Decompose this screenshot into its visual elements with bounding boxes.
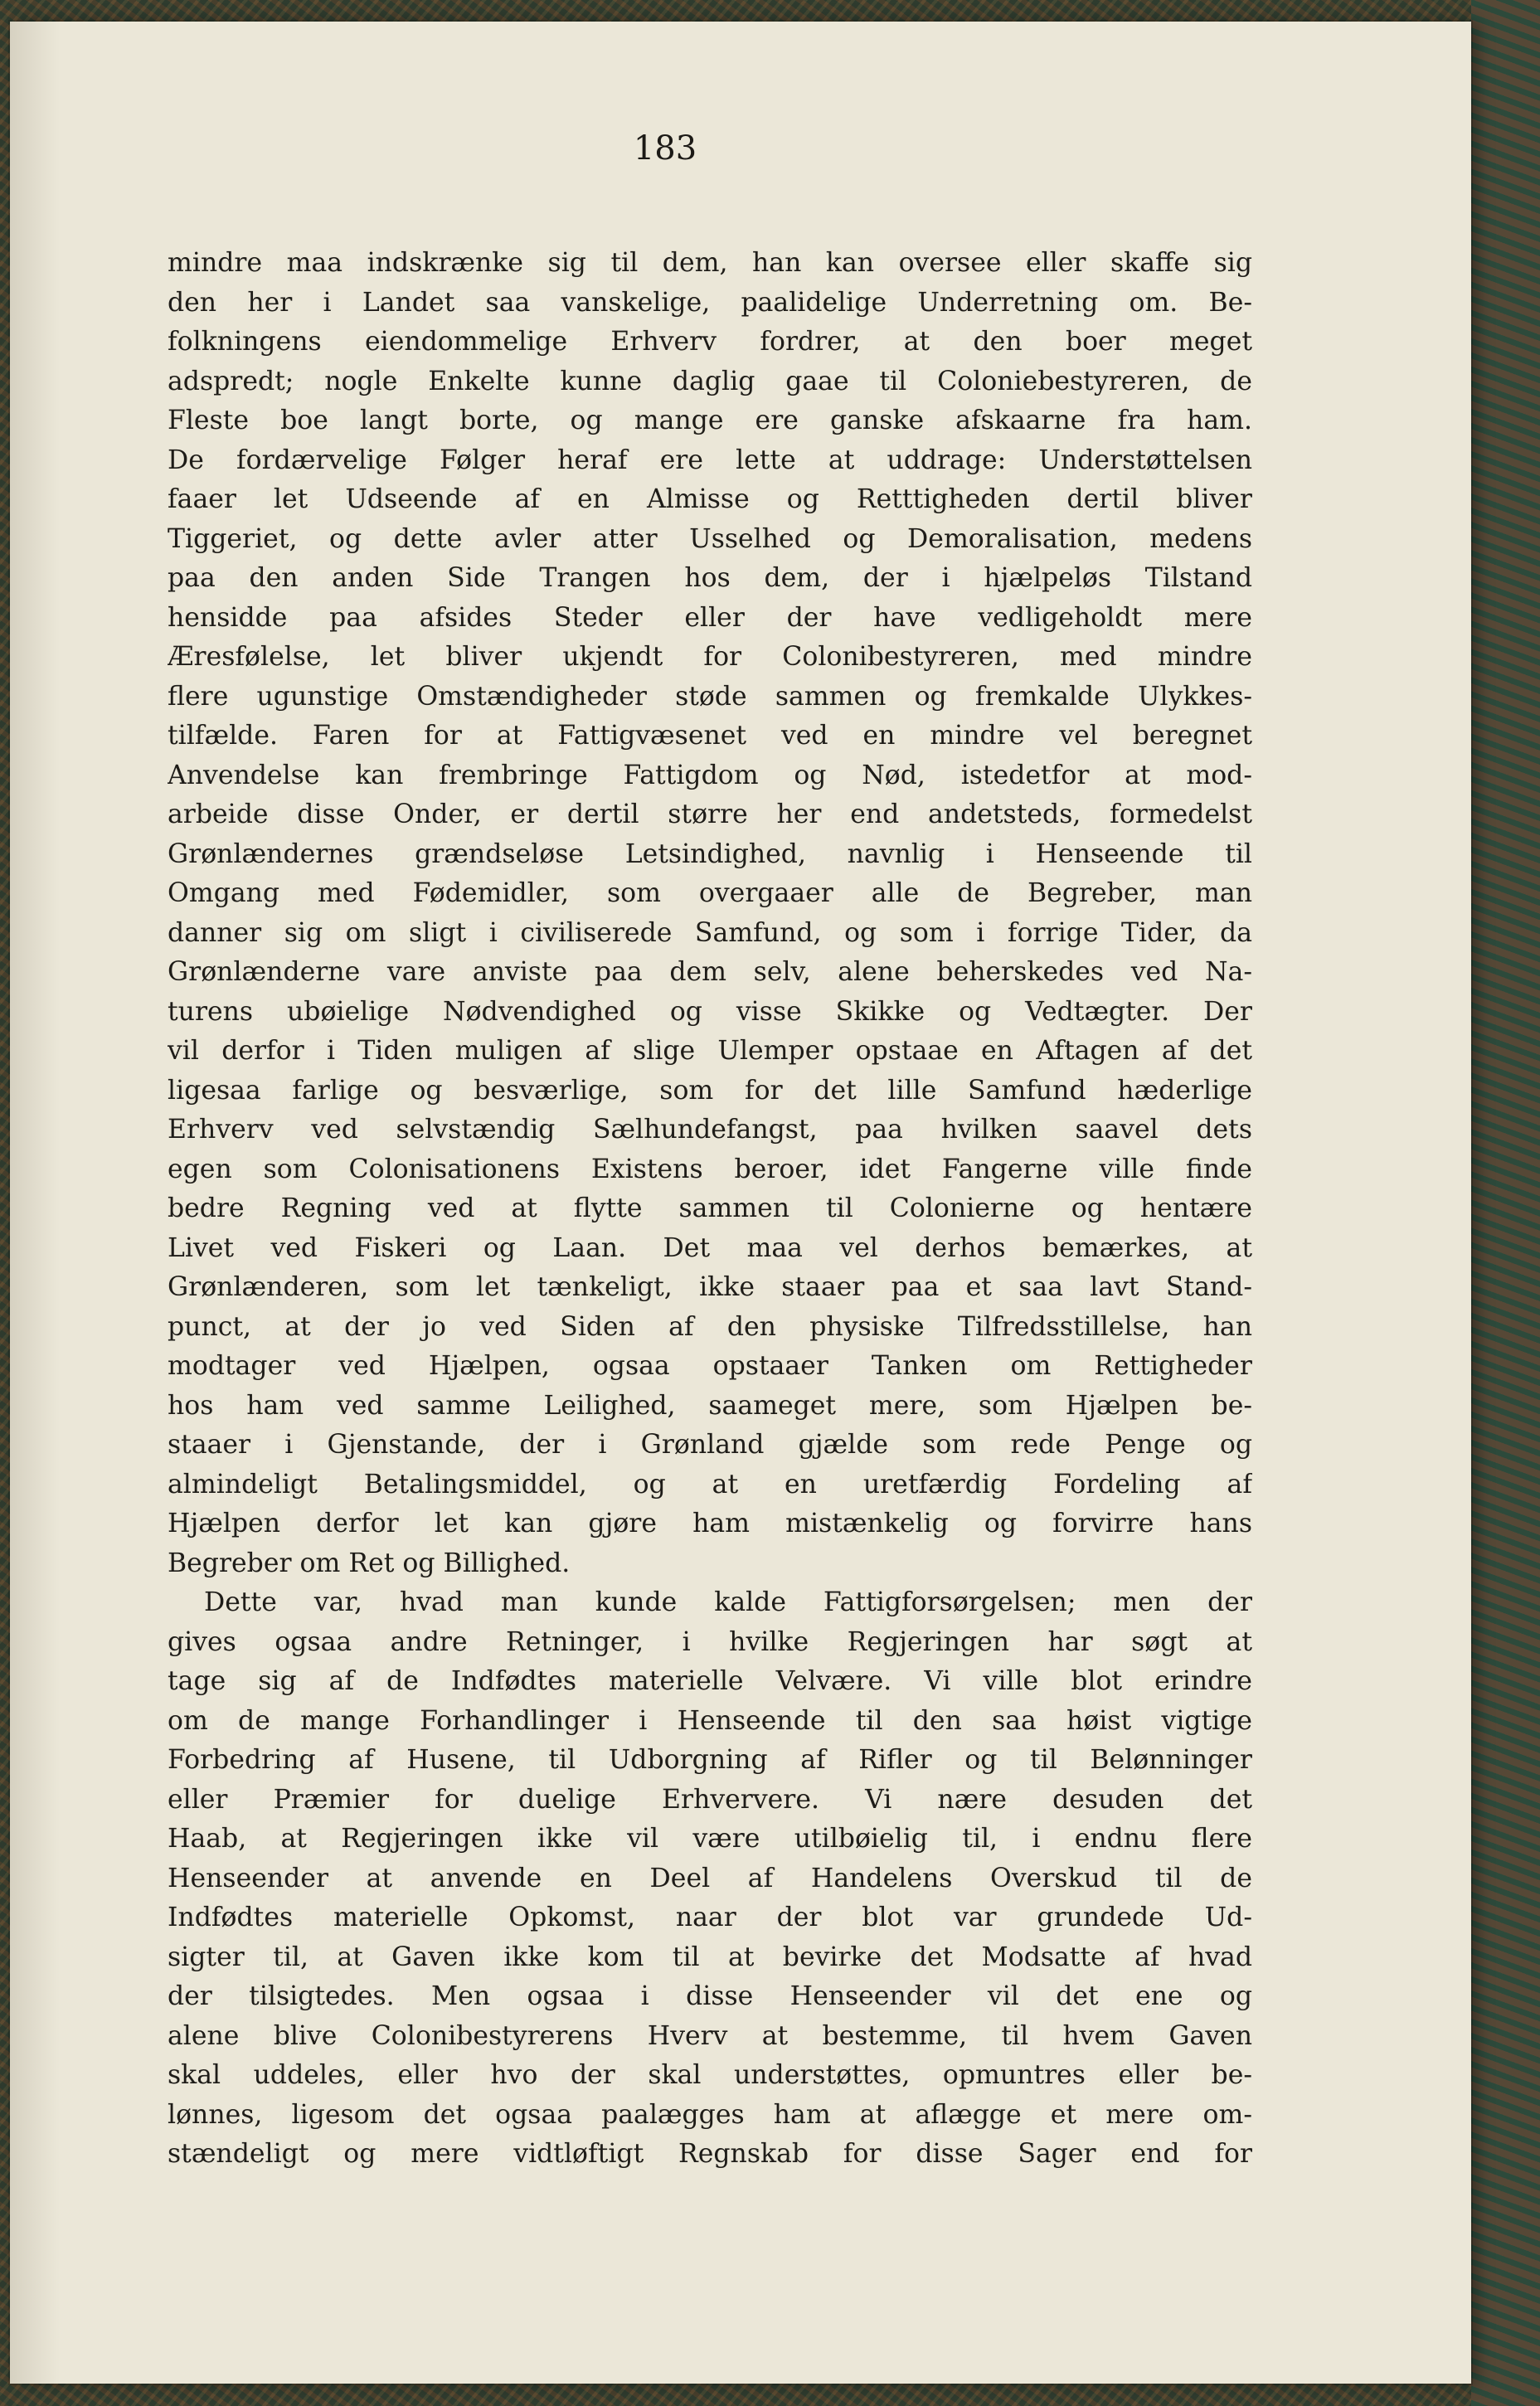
text-line: Henseender at anvende en Deel af Handelens Overskud til de <box>168 1863 1252 1893</box>
page-number: 183 <box>633 129 697 168</box>
text-line: tage sig af de Indfødtes materielle Velvære. Vi ville blot erindre <box>168 1666 1252 1696</box>
text-line: punct, at der jo ved Siden af den physiske Tilfredsstillelse, han <box>168 1311 1252 1342</box>
text-line: paa den anden Side Trangen hos dem, der i hjælpeløs Tilstand <box>168 563 1252 593</box>
text-line: modtager ved Hjælpen, ogsaa opstaaer Tanken om Rettigheder <box>168 1351 1252 1381</box>
text-line: folkningens eiendommelige Erhverv fordrer, at den boer meget <box>168 327 1252 357</box>
text-line: De fordærvelige Følger heraf ere lette at uddrage: Understøttelsen <box>168 445 1252 475</box>
text-line: Grønlændernes grændseløse Letsindighed, navnlig i Henseende til <box>168 838 1252 869</box>
text-line: arbeide disse Onder, er dertil større her end andetsteds, formedelst <box>168 800 1252 829</box>
text-line: Dette var, hvad man kunde kalde Fattigforsørgelsen; men der <box>204 1587 1252 1617</box>
text-line: Tiggeriet, og dette avler atter Usselhed og Demoralisation, medens <box>168 523 1252 554</box>
text-line: Erhverv ved selvstændig Sælhundefangst, paa hvilken saavel dets <box>168 1115 1252 1145</box>
text-line: den her i Landet saa vanskelige, paalidelige Underretning om. Be- <box>168 287 1252 318</box>
text-line: om de mange Forhandlinger i Henseende til den saa høist vigtige <box>168 1705 1252 1736</box>
text-line: Grønlænderne vare anviste paa dem selv, alene beherskedes ved Na- <box>168 957 1252 987</box>
text-line: vil derfor i Tiden muligen af slige Ulemper opstaae en Aftagen af det <box>168 1036 1252 1066</box>
text-line: Forbedring af Husene, til Udborgning af Rifler og til Belønninger <box>168 1745 1252 1775</box>
text-line: Anvendelse kan frembringe Fattigdom og Nød, istedetfor at mod- <box>168 760 1252 790</box>
text-line: turens ubøielige Nødvendighed og visse Skikke og Vedtægter. Der <box>168 996 1252 1027</box>
text-line: staaer i Gjenstande, der i Grønland gjælde som rede Penge og <box>168 1430 1252 1460</box>
text-line: flere ugunstige Omstændigheder støde sammen og fremkalde Ulykkes- <box>168 681 1252 712</box>
book-page <box>10 22 1471 2384</box>
text-line: Begreber om Ret og Billighed. <box>168 1548 571 1578</box>
book-cover-edge <box>1471 0 1540 2406</box>
text-line: eller Præmier for duelige Erhververe. Vi nære desuden det <box>168 1784 1252 1815</box>
text-line: ligesaa farlige og besværlige, som for det lille Samfund hæderlige <box>168 1075 1252 1106</box>
body-text <box>168 244 1252 2175</box>
text-line: danner sig om sligt i civiliserede Samfund, og som i forrige Tider, da <box>168 917 1252 948</box>
text-line: stændeligt og mere vidtløftigt Regnskab for disse Sager end for <box>168 2139 1252 2169</box>
text-line: hensidde paa afsides Steder eller der have vedligeholdt mere <box>168 602 1252 633</box>
text-line: Omgang med Fødemidler, som overgaaer alle de Begreber, man <box>168 878 1252 908</box>
text-line: der tilsigtedes. Men ogsaa i disse Henseender vil det ene og <box>168 1981 1252 2011</box>
text-line: bedre Regning ved at flytte sammen til Colonierne og hentære <box>168 1193 1252 1223</box>
text-line: Livet ved Fiskeri og Laan. Det maa vel derhos bemærkes, at <box>168 1232 1252 1263</box>
text-line: mindre maa indskrænke sig til dem, han kan oversee eller skaffe sig <box>168 248 1252 278</box>
text-line: Hjælpen derfor let kan gjøre ham mistænkelig og forvirre hans <box>168 1509 1252 1538</box>
text-line: faaer let Udseende af en Almisse og Retttigheden dertil bliver <box>168 484 1252 514</box>
text-line: Fleste boe langt borte, og mange ere ganske afskaarne fra ham. <box>168 406 1252 435</box>
text-line: gives ogsaa andre Retninger, i hvilke Regjeringen har søgt at <box>168 1626 1252 1657</box>
text-line: alene blive Colonibestyrerens Hverv at bestemme, til hvem Gaven <box>168 2020 1252 2051</box>
text-line: almindeligt Betalingsmiddel, og at en uretfærdig Fordeling af <box>168 1469 1252 1499</box>
text-line: hos ham ved samme Leilighed, saameget mere, som Hjælpen be- <box>168 1390 1252 1421</box>
text-line: adspredt; nogle Enkelte kunne daglig gaae til Coloniebestyreren, de <box>168 366 1252 396</box>
text-line: Grønlænderen, som let tænkeligt, ikke staaer paa et saa lavt Stand- <box>168 1272 1252 1302</box>
text-line: egen som Colonisationens Existens beroer, idet Fangerne ville finde <box>168 1154 1252 1184</box>
text-line: tilfælde. Faren for at Fattigvæsenet ved en mindre vel beregnet <box>168 721 1252 751</box>
text-line: Indfødtes materielle Opkomst, naar der blot var grundede Ud- <box>168 1903 1252 1932</box>
text-line: skal uddeles, eller hvo der skal understøttes, opmuntres eller be- <box>168 2060 1252 2090</box>
text-line: sigter til, at Gaven ikke kom til at bevirke det Modsatte af hvad <box>168 1942 1252 1972</box>
text-line: Haab, at Regjeringen ikke vil være utilbøielig til, i endnu flere <box>168 1824 1252 1854</box>
text-line: Æresfølelse, let bliver ukjendt for Colonibestyreren, med mindre <box>168 642 1252 672</box>
text-line: lønnes, ligesom det ogsaa paalægges ham at aflægge et mere om- <box>168 2099 1252 2130</box>
